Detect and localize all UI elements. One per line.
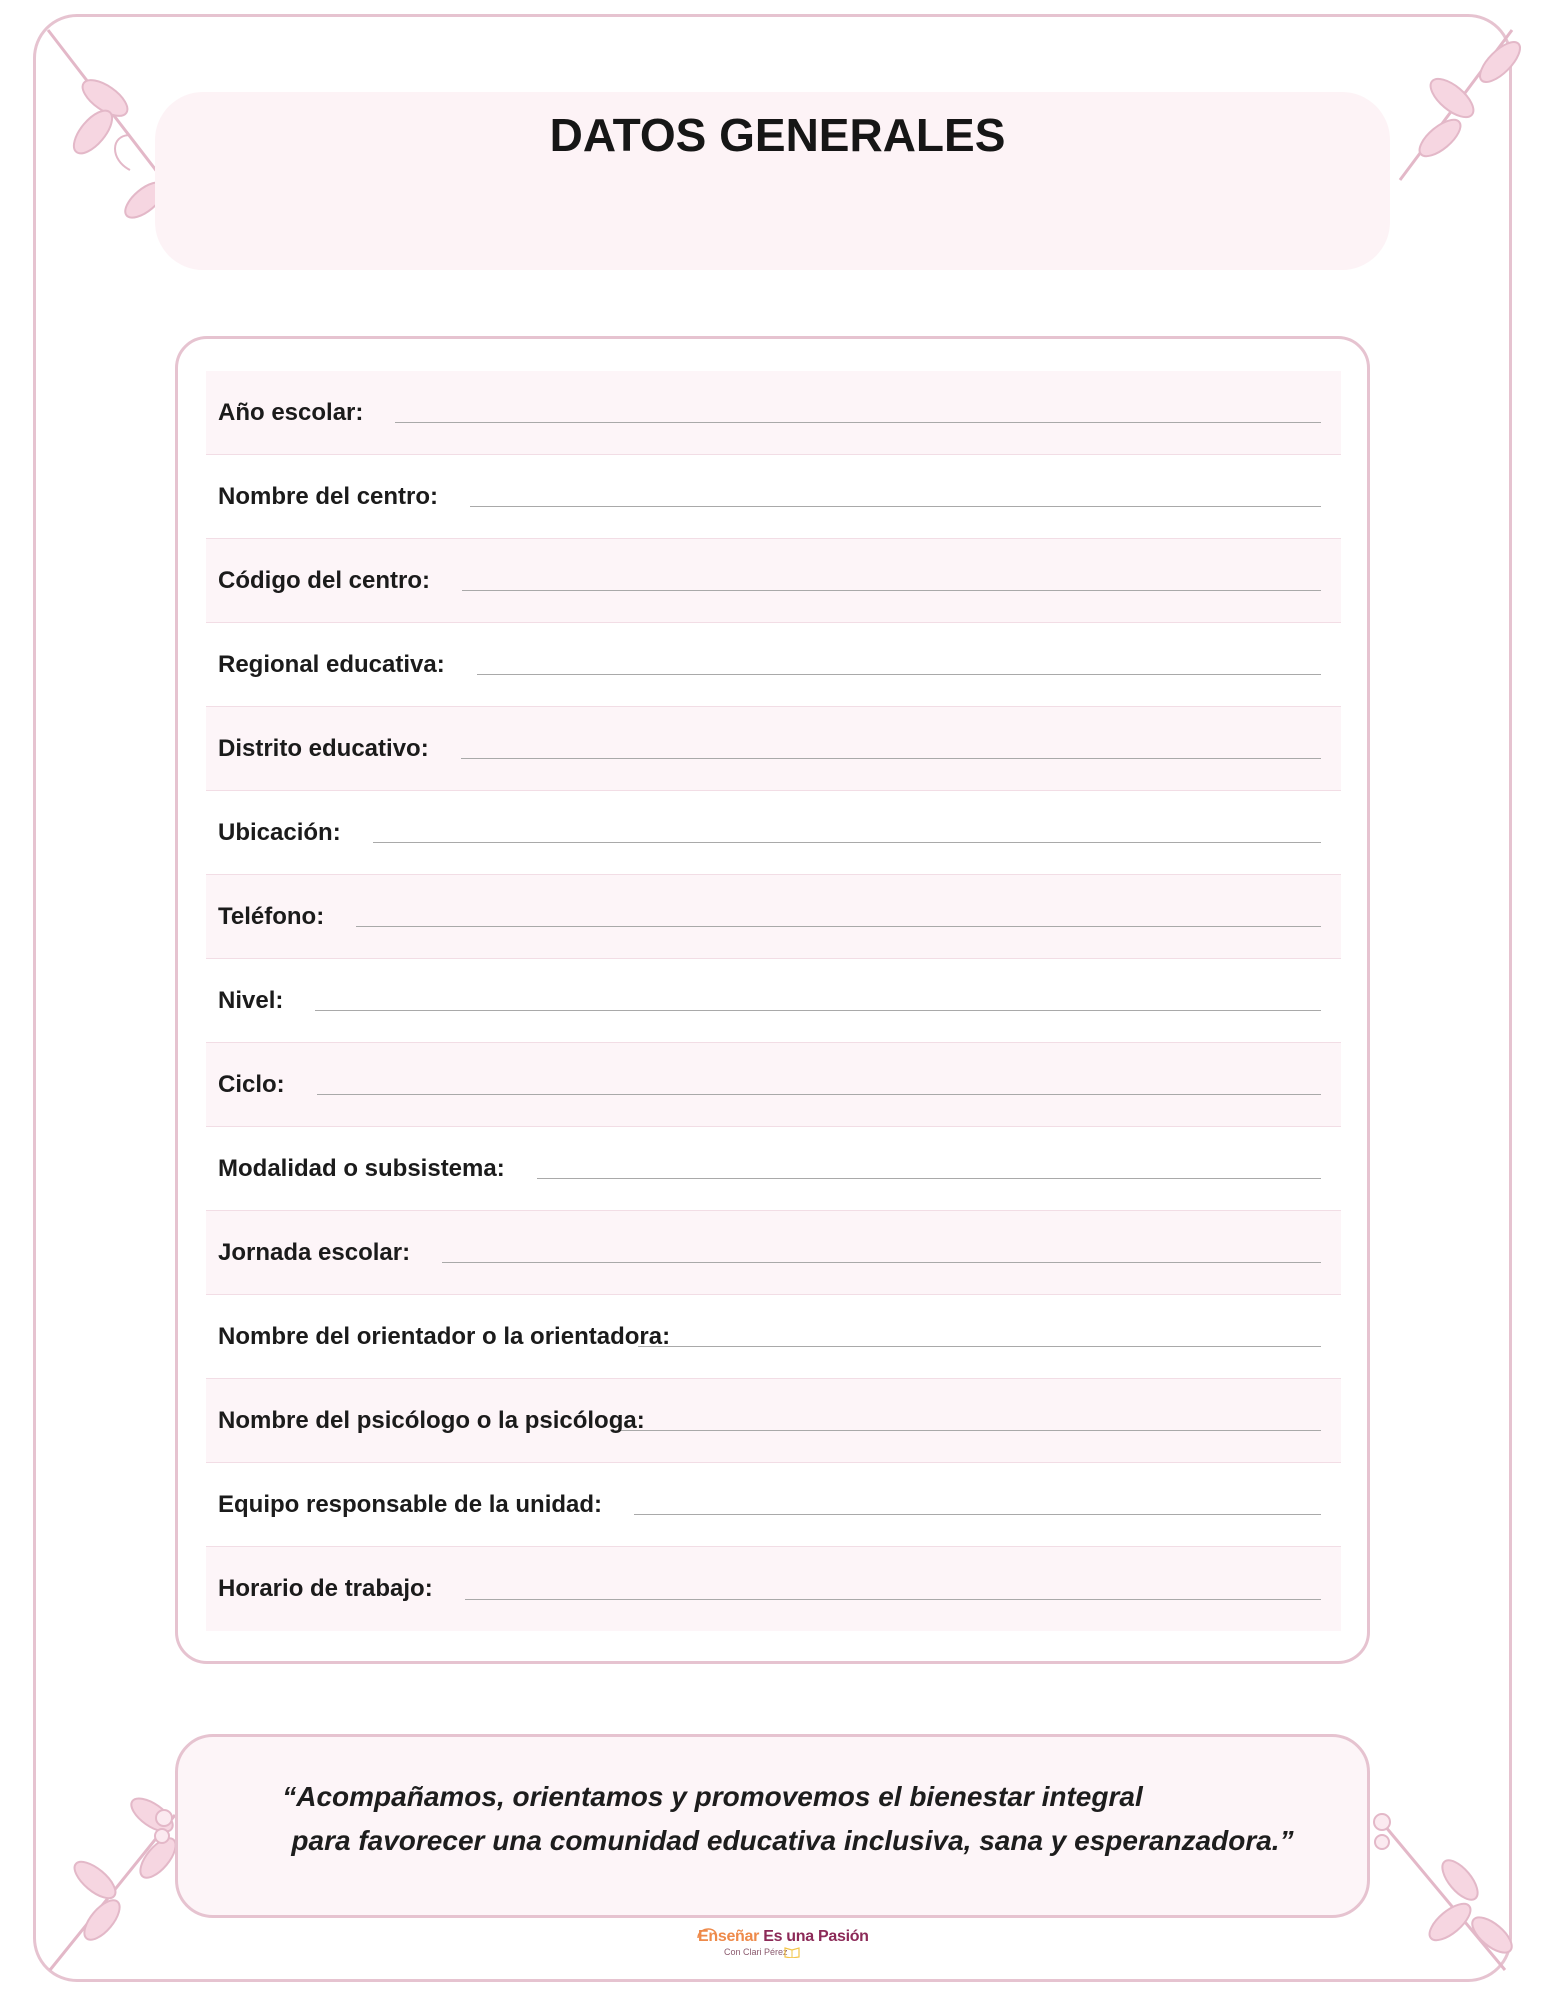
field-row-orientador xyxy=(206,1295,1341,1379)
field-row-telefono xyxy=(206,875,1341,959)
field-label: Modalidad o subsistema: xyxy=(218,1154,505,1182)
answer-line[interactable] xyxy=(461,758,1321,759)
answer-line[interactable] xyxy=(470,506,1321,507)
field-row-nombre-centro xyxy=(206,455,1341,539)
footer-logo xyxy=(694,1924,869,1964)
field-row-nivel xyxy=(206,959,1341,1043)
answer-line[interactable] xyxy=(373,842,1321,843)
field-label: Horario de trabajo: xyxy=(218,1575,433,1602)
leaf-branch-bottom-right-icon xyxy=(1360,1760,1520,1980)
answer-line[interactable] xyxy=(638,1346,1321,1347)
field-row-equipo-responsable xyxy=(206,1463,1341,1547)
field-label: Nombre del psicólogo o la psicóloga: xyxy=(218,1406,645,1434)
answer-line[interactable] xyxy=(613,1430,1321,1431)
page-title: DATOS GENERALES xyxy=(549,109,1006,161)
title-banner xyxy=(155,92,1390,270)
field-label: Teléfono: xyxy=(218,902,325,930)
answer-line[interactable] xyxy=(356,926,1321,927)
field-label: Año escolar: xyxy=(218,398,364,426)
logo-text-part2: Es una Pasión xyxy=(759,1928,869,1945)
field-row-regional-educativa xyxy=(206,623,1341,707)
leaf-branch-bottom-left-icon xyxy=(40,1760,190,1980)
field-label: Nombre del orientador o la orientadora: xyxy=(218,1322,671,1350)
quote-line-1: “Acompañamos, orientamos y promovemos el bienestar integral xyxy=(282,1781,1143,1812)
answer-line[interactable] xyxy=(634,1514,1321,1515)
field-row-psicologo xyxy=(206,1379,1341,1463)
field-label: Equipo responsable de la unidad: xyxy=(218,1490,603,1518)
answer-line[interactable] xyxy=(315,1010,1321,1011)
field-label: Ubicación: xyxy=(218,818,341,846)
field-row-codigo-centro xyxy=(206,539,1341,623)
answer-line[interactable] xyxy=(442,1262,1321,1263)
field-label: Distrito educativo: xyxy=(218,734,429,762)
answer-line[interactable] xyxy=(395,422,1321,423)
leaf-branch-top-right-icon xyxy=(1380,20,1530,220)
field-row-modalidad xyxy=(206,1127,1341,1211)
form-card xyxy=(175,336,1370,1664)
field-label: Código del centro: xyxy=(218,566,430,594)
answer-line[interactable] xyxy=(462,590,1321,591)
field-label: Jornada escolar: xyxy=(218,1238,411,1266)
field-row-distrito-educativo xyxy=(206,707,1341,791)
field-label: Nivel: xyxy=(218,986,284,1014)
form-rows xyxy=(206,371,1341,1631)
field-row-ano-escolar xyxy=(206,371,1341,455)
field-row-jornada-escolar xyxy=(206,1211,1341,1295)
logo-subtitle: Con Clari Pérez xyxy=(724,1947,788,1957)
quote-line-2: para favorecer una comunidad educativa inclusiva, sana y esperanzadora.” xyxy=(291,1825,1294,1856)
field-label: Nombre del centro: xyxy=(218,482,439,510)
book-icon xyxy=(784,1946,800,1958)
answer-line[interactable] xyxy=(477,674,1321,675)
answer-line[interactable] xyxy=(317,1094,1321,1095)
logo-text-part1: Enseñar xyxy=(698,1928,760,1945)
answer-line[interactable] xyxy=(465,1599,1321,1600)
quote-box xyxy=(175,1734,1370,1918)
field-label: Ciclo: xyxy=(218,1070,285,1098)
answer-line[interactable] xyxy=(537,1178,1321,1179)
field-label: Regional educativa: xyxy=(218,650,445,678)
field-row-ciclo xyxy=(206,1043,1341,1127)
field-row-horario xyxy=(206,1547,1341,1631)
field-row-ubicacion xyxy=(206,791,1341,875)
